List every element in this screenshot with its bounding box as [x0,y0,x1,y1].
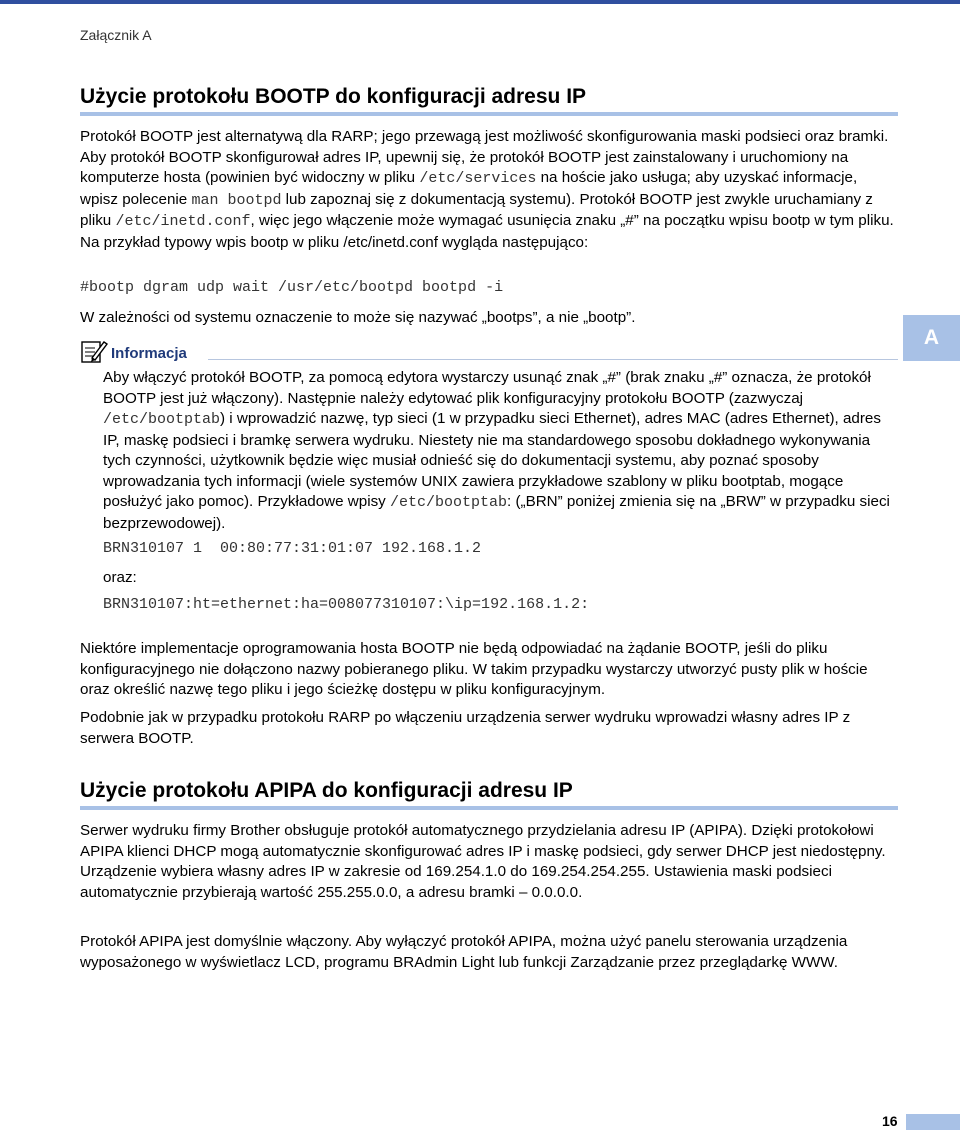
note-pencil-icon [80,338,108,364]
paragraph-apipa-default: Protokół APIPA jest domyślnie włączony. Aby wyłączyć protokół APIPA, można użyć panelu sterowania urządzenia wyposażonego w wyświetlacz LCD, programu BRAdmin Light lub funkcji Zarządzanie przez przeglądarkę WWW. [80,933,848,971]
note-oraz: oraz: [103,569,137,586]
paragraph-bootp-rarp: Podobnie jak w przypadku protokołu RARP po włączeniu urządzenia serwer wydruku wprowadzi własny adres IP z serwera BOOTP. [80,709,851,747]
code-inline: man bootpd [191,191,282,209]
appendix-side-tab: A [903,315,960,361]
note-body: Aby włączyć protokół BOOTP, za pomocą edytora wystarczy usunąć znak „#” (brak znaku „#” oznacza, że protokół BOOTP jest już włączony). Następnie należy edytować plik konfiguracyjny protokołu BOOTP (zazwyczaj /etc/bootptab) i wprowadzić nazwę, typ sieci (1 w przypadku sieci Ethernet), adres MAC (adres Ethernet), adres IP, maskę podsieci i bramkę serwera wydruku. Niestety nie ma standardowego sposobu dokładnego wykonywania tych czynności, użytkownik będzie więc musiał odnieść się do dokumentacji systemu, aby poznać sposoby wprowadzania tych informacji (wiele systemów UNIX zawiera przykładowe szablony w pliku bootptab, mogące posłużyć jako pomoc). Przykładowe wpisy /etc/bootptab: („BRN” poniżej zmienia się na „BRW” w przypadku sieci bezprzewodowej). [103,369,890,532]
paragraph-bootp-implementations: Niektóre implementacje oprogramowania hosta BOOTP nie będą odpowiadać na żądanie BOOTP, jeśli do pliku konfiguracyjnego nie dołączono nazwy pobieranego pliku. W takim przypadku wystarczy utworzyć pusty plik w hoście oraz określić nazwę tego pliku i jego ścieżkę dostępu w pliku konfiguracyjnym. [80,640,868,698]
note-title: Informacja [111,345,187,362]
page-number: 16 [882,1113,898,1129]
code-block-bootptab-2: BRN310107:ht=ethernet:ha=008077310107:\ip=192.168.1.2: [103,596,590,613]
note-divider [208,359,898,360]
code-block-inetd: #bootp dgram udp wait /usr/etc/bootpd bootpd -i [80,279,504,296]
section-title-apipa: Użycie protokołu APIPA do konfiguracji adresu IP [80,779,573,802]
top-rule [0,0,960,4]
page-tab [906,1114,960,1130]
code-inline: /etc/bootptab [103,411,221,428]
paragraph-bootps-note: W zależności od systemu oznaczenie to może się nazywać „bootps”, a nie „bootp”. [80,309,636,326]
section-title-bootp: Użycie protokołu BOOTP do konfiguracji adresu IP [80,85,587,108]
paragraph-bootp-intro: Protokół BOOTP jest alternatywą dla RARP; jego przewagą jest możliwość skonfigurowania maski podsieci oraz bramki. Aby protokół BOOTP skonfigurował adres IP, upewnij się, że protokół BOOTP jest zainstalowany i uruchomiony na komputerze hosta (powinien być widoczny w pliku /etc/services na hoście jako usługa; aby uzyskać informacje, wpisz polecenie man bootpd lub zapoznaj się z dokumentacją systemu). Protokół BOOTP jest zwykle uruchamiany z pliku /etc/inetd.conf, więc jego włączenie może wymagać usunięcia znaku „#” na początku wpisu bootp w tym pliku. Na przykład typowy wpis bootp w pliku /etc/inetd.conf wygląda następująco: [80,128,894,251]
code-block-bootptab-1: BRN310107 1 00:80:77:31:01:07 192.168.1.2 [103,540,482,557]
code-inline: /etc/services [419,170,537,187]
paragraph-apipa-intro: Serwer wydruku firmy Brother obsługuje protokół automatycznego przydzielania adresu IP (APIPA). Dzięki protokołowi APIPA klienci DHCP mogą automatycznie skonfigurować adres IP i maskę podsieci, gdy serwer DHCP jest niedostępny. Urządzenie wybiera własny adres IP w zakresie od 169.254.1.0 do 169.254.254.255. Ustawienia maski podsieci automatycznie przybierają wartość 255.255.0.0, a adresu bramki – 0.0.0.0. [80,822,886,901]
section-rule [80,112,898,116]
running-header: Załącznik A [80,27,152,43]
code-inline: /etc/inetd.conf [115,213,251,230]
code-inline: /etc/bootptab [389,494,508,511]
section-rule [80,806,898,810]
note-header [80,338,898,366]
